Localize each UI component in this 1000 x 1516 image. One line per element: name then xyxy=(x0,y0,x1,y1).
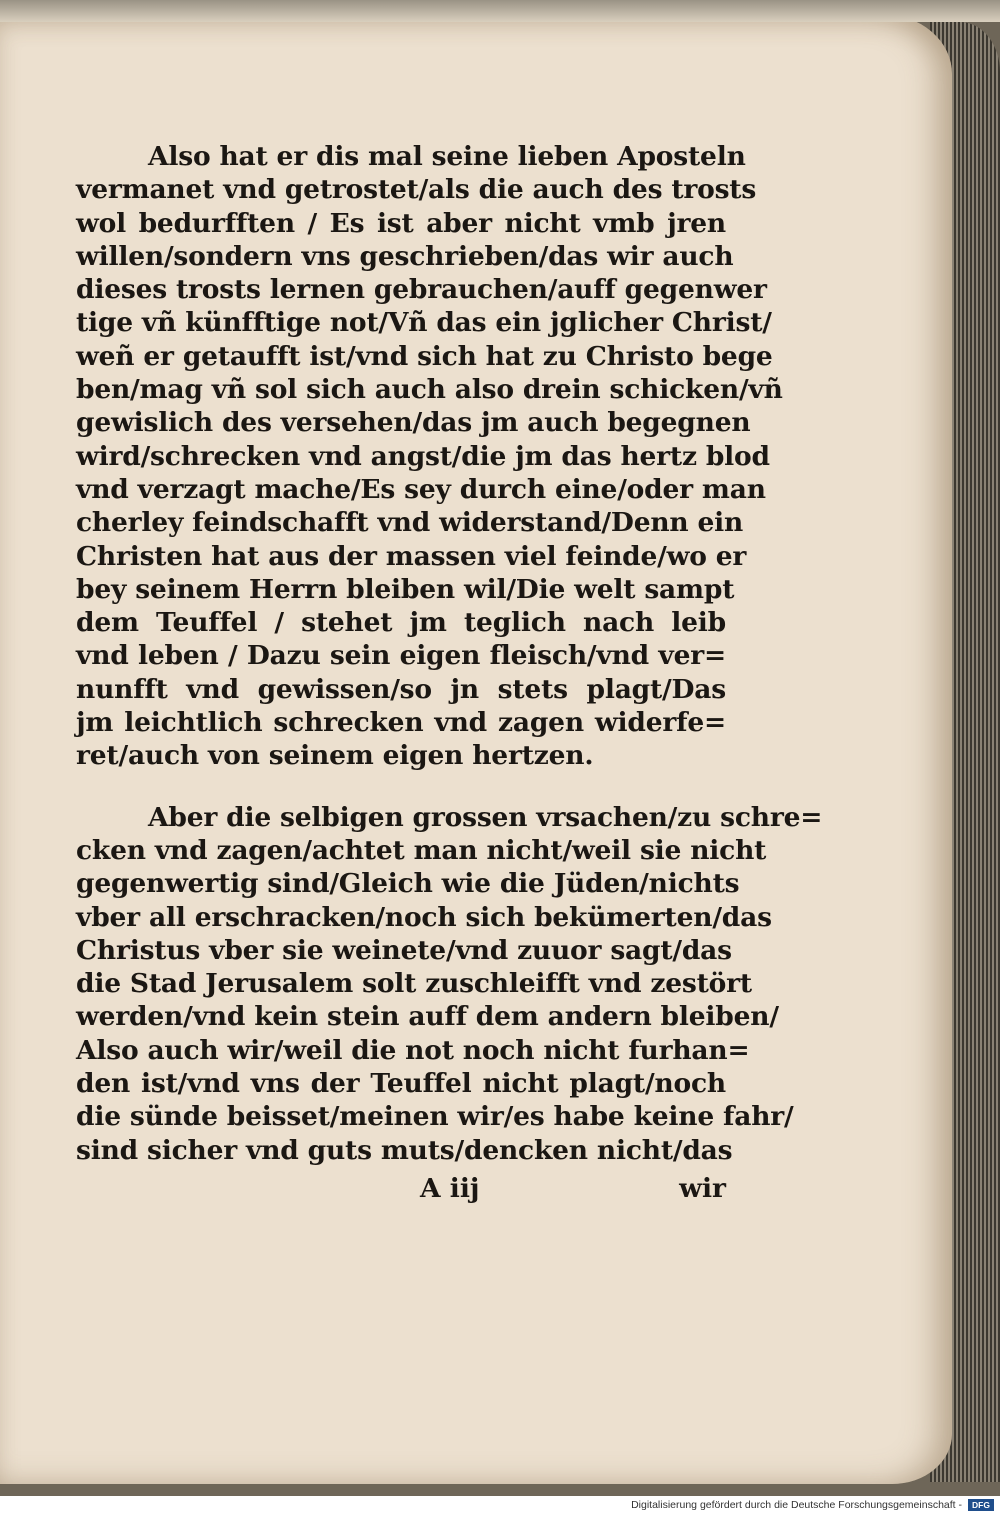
text-line: Also auch wir/weil die not noch nicht furhan= xyxy=(76,1034,750,1066)
text-line: cherley feindschafft vnd widerstand/Denn ein xyxy=(76,507,744,539)
text-line: tige vñ künfftige not/Vñ das ein jglicher Christ/ xyxy=(76,307,772,339)
text-line: ben/mag vñ sol sich auch also drein schicken/vñ xyxy=(76,374,783,406)
signature-mark: A iij xyxy=(420,1173,480,1204)
text-line: gewislich des versehen/das jm auch begegnen xyxy=(76,407,751,439)
signature-line xyxy=(420,1173,726,1207)
footer-text: Digitalisierung gefördert durch die Deutsche Forschungsgemeinschaft - xyxy=(631,1499,962,1511)
text-line: den ist/vnd vns der Teuffel nicht plagt/noch xyxy=(76,1068,726,1100)
text-line: willen/sondern vns geschrieben/das wir auch xyxy=(76,240,734,272)
catchword: wir xyxy=(679,1173,726,1204)
text-line: sind sicher vnd guts muts/dencken nicht/das xyxy=(76,1134,733,1166)
text-line: wol bedurfften / Es ist aber nicht vmb jren xyxy=(76,207,726,239)
text-line: dem Teuffel / stehet jm teglich nach leib xyxy=(76,607,726,639)
dfg-logo: DFG xyxy=(968,1499,994,1511)
text-line: dieses trosts lernen gebrauchen/auff gegenwer xyxy=(76,274,767,306)
text-line: nunfft vnd gewissen/so jn stets plagt/Das xyxy=(76,673,726,705)
text-line: bey seinem Herrn bleiben wil/Die welt sampt xyxy=(76,573,735,605)
paragraph-1 xyxy=(76,140,783,773)
text-line: weñ er getaufft ist/vnd sich hat zu Christo bege xyxy=(76,340,773,372)
footer xyxy=(0,1496,1000,1516)
text-line: wird/schrecken vnd angst/die jm das hertz blod xyxy=(76,440,770,472)
text-block xyxy=(76,140,823,1167)
top-shadow-band xyxy=(0,0,1000,22)
text-line: Christen hat aus der massen viel feinde/wo er xyxy=(76,540,747,572)
text-line: vnd verzagt mache/Es sey durch eine/oder man xyxy=(76,473,766,505)
text-line: die sünde beisset/meinen wir/es habe keine fahr/ xyxy=(76,1101,794,1133)
text-line: ret/auch von seinem eigen hertzen. xyxy=(76,740,594,772)
text-line: Christus vber sie weinete/vnd zuuor sagt/das xyxy=(76,934,732,966)
text-line: Also hat er dis mal seine lieben Aposteln xyxy=(148,141,746,172)
paragraph-2 xyxy=(76,801,823,1167)
text-line: jm leichtlich schrecken vnd zagen widerfe= xyxy=(76,707,726,739)
text-line: die Stad Jerusalem solt zuschleifft vnd zestört xyxy=(76,968,752,1000)
text-line: Aber die selbigen grossen vrsachen/zu schre= xyxy=(148,801,823,833)
text-line: vber all erschracken/noch sich bekümerten/das xyxy=(76,901,772,933)
text-line: gegenwertig sind/Gleich wie die Jüden/nichts xyxy=(76,868,740,900)
text-line: vnd leben / Dazu sein eigen fleisch/vnd ver= xyxy=(76,640,726,672)
text-line: vermanet vnd getrostet/als die auch des trosts xyxy=(76,174,757,206)
text-line: werden/vnd kein stein auff dem andern bleiben/ xyxy=(76,1001,779,1033)
text-line: cken vnd zagen/achtet man nicht/weil sie nicht xyxy=(76,834,767,866)
